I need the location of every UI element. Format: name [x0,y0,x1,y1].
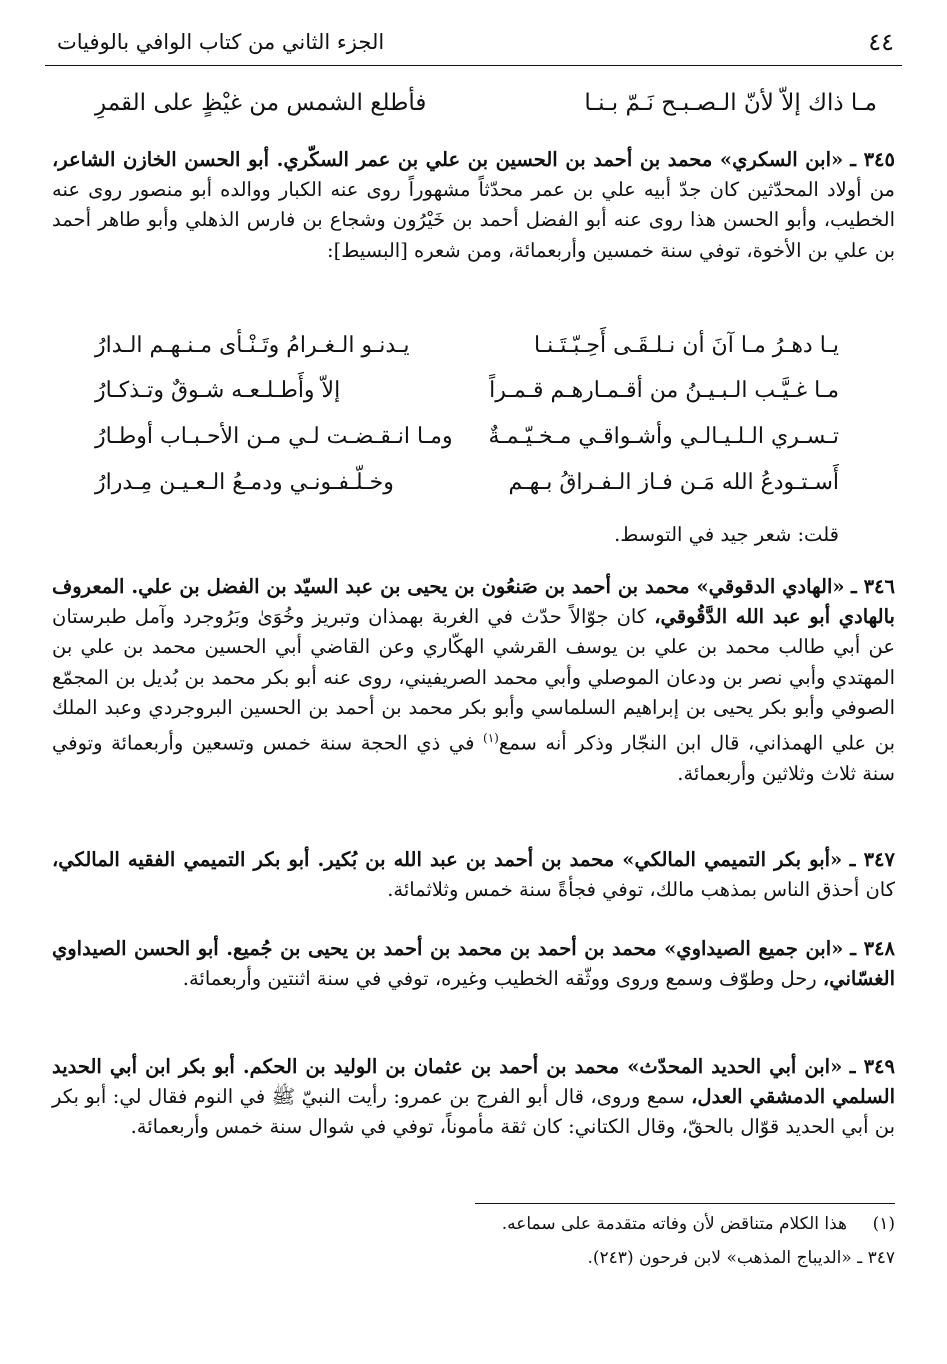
entry-347 [52,845,895,905]
entry-349 [52,1052,895,1143]
entry-heading: «أبو بكر التميمي المالكي» محمد بن أحمد بن عبد الله بن بُكير. أبو بكر التميمي الفقيه المالكي، [52,848,843,871]
entry-body: كان أحذق الناس بمذهب مالك، توفي فجأةً سنة خمس وثلاثمائة. [387,878,895,902]
entry-heading: «ابن أبي الحديد المحدّث» محمد بن أحمد بن عثمان بن الوليد بن الحكم. أبو بكر ابن أبي الحديد السلمي الدمشقي العدل، [52,1055,895,1109]
entry-heading: «ابن السكري» محمد بن أحمد بن الحسين بن علي بن عمر السكّري. أبو الحسن الخازن الشاعر، [52,148,844,171]
poem-line [95,378,839,418]
poem-hemistich-b: وخـلّـفـونـي ودمـعُ الـعـيـن مِـدرارُ [95,470,394,495]
poem-hemistich-a: أَسـتـودعُ الله مَـن فـاز الـفـراقُ بـهـم [508,470,839,495]
poem-line [95,470,839,510]
verse-second-hemistich: فأطلع الشمس من غيْظٍ على القمرِ [95,90,427,116]
header-rule [45,65,902,66]
footnote-mark: (١) [872,1214,895,1234]
entry-346 [52,572,895,789]
footnote-rule [475,1203,895,1204]
verse-first-hemistich: مـا ذاك إلاّ لأنّ الـصـبـح نَـمّ بـنـا [584,90,877,116]
source-note-347: ٣٤٧ ـ «الديباج المذهب» لابن فرحون (٢٤٣). [587,1248,895,1268]
poem-line [95,424,839,464]
poem-line [95,333,839,373]
footnote-1 [300,1214,895,1234]
entry-number: ٣٤٨ ـ [850,937,895,960]
poem-hemistich-b: ومـا انـقـضـت لـي مـن الأحـبـاب أوطـارُ [95,424,453,449]
page-number: ٤٤ [868,28,894,56]
entry-number: ٣٤٦ ـ [850,575,895,598]
poem-hemistich-a: يـا دهـرُ مـا آنَ أن نـلـقَـى أَحِـبّـتَـنـا [533,333,839,358]
entry-body: كان جوّالاً حدّث في الغربة بهمذان وتبريز وخُوَىٰ وبَرُوجرد وآمل طبرستان عن أبي طالب محمد بن علي بن يوسف القرشي الهكّاري وعن القاضي أبي الحسين محمد بن علي بن المهتدي وأبي نصر بن ودعان الموصلي وأبي محمد الصريفيني، روى عنه أبو بكر محمد بن بُديل بن المجمّع الصوفي وأبو بكر يحيى بن إبراهيم السلماسي وأبو بكر محمد بن أحمد بن الحسين البروجردي وعبد الملك بن علي الهمذاني، قال ابن النجّار وذكر أنه سمع [52,605,895,755]
entry-body-end: في ذي الحجة سنة خمس وتسعين وأربعمائة وتوفي سنة ثلاث وثلاثين وأربعمائة. [52,731,895,785]
page-header [45,26,902,66]
opening-verse [55,90,877,130]
editor-comment: قلت: شعر جيد في التوسط. [614,523,839,546]
entry-number: ٣٤٧ ـ [849,848,895,871]
entry-body: رحل وطوّف وسمع وروى ووثّقه الخطيب وغيره، توفي في سنة اثنتين وأربعمائة. [182,967,823,991]
poem-hemistich-a: مـا غـيَّـب الـبـيـنُ من أقـمـارهـم قـمـراً [489,378,839,403]
entry-number: ٣٤٩ ـ [849,1055,895,1078]
footnote-text: هذا الكلام متناقض لأن وفاته متقدمة على سماعه. [501,1214,847,1234]
entry-number: ٣٤٥ ـ [850,148,895,171]
poem-hemistich-a: تـسـري الـلـيـالـي وأشـواقـي مـخـيّـمـةٌ [488,424,839,449]
entry-heading: «الهادي الدقوقي» محمد بن أحمد بن صَنعُون بن يحيى بن عبد السيّد بن الفضل بن علي. المعروف بالهادي أبو عبد الله الدَّقُوقي، [52,575,895,629]
running-title: الجزء الثاني من كتاب الوافي بالوفيات [57,30,385,54]
footnote-ref[interactable]: (١) [483,731,499,746]
entry-heading: «ابن جميع الصيداوي» محمد بن أحمد بن محمد بن أحمد بن يحيى بن جُميع. أبو الحسن الصيداوي الغسّاني، [52,937,895,991]
poem-hemistich-b: إلاّ وأَطـلـعـه شـوقٌ وتـذكـارُ [95,378,341,403]
poem-hemistich-b: يـدنـو الـغـرامُ وتَـنْـأى مـنـهـم الـدارُ [95,333,410,358]
entry-body: سمع وروى، قال أبو الفرج بن عمرو: رأيت النبيّ ﷺ في النوم فقال لي: أبو بكر بن أبي الحديد قوّال بالحقّ، وقال الكتاني: كان ثقة مأموناً، توفي في شوال سنة خمس وأربعمائة. [52,1085,895,1139]
entry-body: من أولاد المحدّثين كان جدّ أبيه علي بن عمر محدّثاً مشهوراً روى عنه الكبار ووالده أبو منصور روى عنه الخطيب، وأبو الحسن هذا روى عنه أبو الفضل أحمد بن خَيْرُون وشجاع بن فارس الذهلي وأبو طاهر أحمد بن علي بن الأخوة، توفي سنة خمسين وأربعمائة، ومن شعره [البسيط]: [52,178,895,262]
entry-348 [52,934,895,994]
entry-345 [52,145,895,266]
